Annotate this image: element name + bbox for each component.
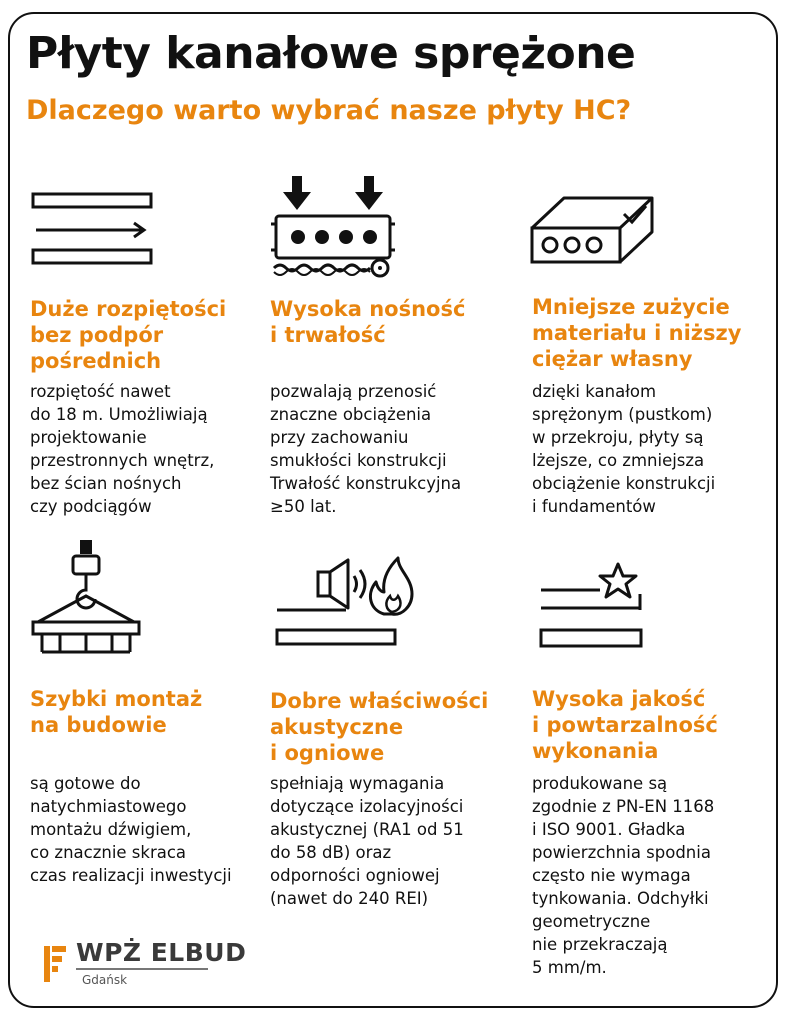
feature-heading-spans [30, 296, 226, 374]
desc-line: montażu dźwigiem, [30, 820, 192, 839]
desc-line: rozpiętość nawet [30, 382, 171, 401]
desc-line: dzięki kanałom [532, 382, 657, 401]
desc-line: projektowanie [30, 428, 147, 447]
desc-line: Trwałość konstrukcyjna [270, 474, 462, 493]
feature-desc-assembly [30, 772, 232, 887]
heading-line: bez podpór [30, 323, 164, 347]
star-quality-icon [538, 560, 648, 652]
feature-desc-load [270, 380, 461, 518]
desc-line: co znacznie skraca [30, 843, 187, 862]
desc-line: tynkowania. Odchyłki [532, 889, 709, 908]
desc-line: powierzchnia spodnia [532, 843, 711, 862]
desc-line: często nie wymaga [532, 866, 691, 885]
desc-line: nie przekraczają [532, 935, 668, 954]
company-logo [40, 940, 246, 987]
desc-line: natychmiastowego [30, 797, 187, 816]
heading-line: materiału i niższy [532, 321, 742, 345]
desc-line: w przekroju, płyty są [532, 428, 704, 447]
desc-line: czy podciągów [30, 497, 152, 516]
desc-line: geometryczne [532, 912, 651, 931]
page-subtitle: Dlaczego warto wybrać nasze płyty HC? [26, 95, 632, 126]
page-title: Płyty kanałowe sprężone [26, 28, 636, 79]
speaker-fire-icon [274, 548, 424, 648]
feature-desc-quality [532, 772, 714, 979]
heading-line: pośrednich [30, 349, 162, 373]
logo-city: Gdańsk [82, 973, 128, 987]
heading-line: ciężar własny [532, 347, 693, 371]
desc-line: czas realizacji inwestycji [30, 866, 232, 885]
feature-heading-assembly [30, 686, 202, 738]
span-lines-icon [30, 190, 155, 270]
desc-line: ≥50 lat. [270, 497, 337, 516]
desc-line: znaczne obciążenia [270, 405, 432, 424]
heading-line: Wysoka nośność [270, 297, 466, 321]
desc-line: bez ścian nośnych [30, 474, 182, 493]
heading-line: Szybki montaż [30, 687, 203, 711]
desc-line: obciążenie konstrukcji [532, 474, 716, 493]
heading-line: wykonania [532, 739, 659, 763]
desc-line: produkowane są [532, 774, 668, 793]
desc-line: lżejsze, co zmniejsza [532, 451, 705, 470]
heading-line: akustyczne [270, 715, 404, 739]
desc-line: akustycznej (RA1 od 51 [270, 820, 464, 839]
desc-line: spełniają wymagania [270, 774, 445, 793]
heading-line: i trwałość [270, 323, 386, 347]
logo-mark-icon [40, 944, 70, 984]
feature-heading-quality [532, 686, 718, 764]
desc-line: 5 mm/m. [532, 958, 607, 977]
desc-line: i fundamentów [532, 497, 656, 516]
heading-line: na budowie [30, 713, 167, 737]
logo-divider [76, 968, 208, 970]
hollow-core-block-icon [528, 180, 658, 270]
heading-line: Duże rozpiętości [30, 297, 227, 321]
heading-line: i ogniowe [270, 741, 385, 765]
desc-line: do 18 m. Umożliwiają [30, 405, 208, 424]
desc-line: smukłości konstrukcji [270, 451, 447, 470]
desc-line: zgodnie z PN-EN 1168 [532, 797, 715, 816]
feature-desc-acoustic [270, 772, 464, 910]
desc-line: sprężonym (pustkom) [532, 405, 713, 424]
desc-line: są gotowe do [30, 774, 141, 793]
feature-desc-material [532, 380, 715, 518]
desc-line: dotyczące izolacyjności [270, 797, 464, 816]
heading-line: Wysoka jakość [532, 687, 706, 711]
feature-heading-material [532, 294, 741, 372]
crane-hook-icon [30, 538, 142, 656]
desc-line: do 58 dB) oraz [270, 843, 392, 862]
feature-desc-spans [30, 380, 214, 518]
desc-line: przy zachowaniu [270, 428, 409, 447]
desc-line: pozwalają przenosić [270, 382, 437, 401]
feature-heading-acoustic [270, 688, 488, 766]
logo-name: WPŻ ELBUD [76, 938, 247, 967]
desc-line: (nawet do 240 REI) [270, 889, 429, 908]
desc-line: przestronnych wnętrz, [30, 451, 215, 470]
heading-line: Mniejsze zużycie [532, 295, 730, 319]
heading-line: i powtarzalność [532, 713, 718, 737]
heading-line: Dobre właściwości [270, 689, 489, 713]
desc-line: i ISO 9001. Gładka [532, 820, 686, 839]
desc-line: odporności ogniowej [270, 866, 440, 885]
feature-heading-load [270, 296, 465, 348]
load-slab-icon [268, 172, 398, 284]
